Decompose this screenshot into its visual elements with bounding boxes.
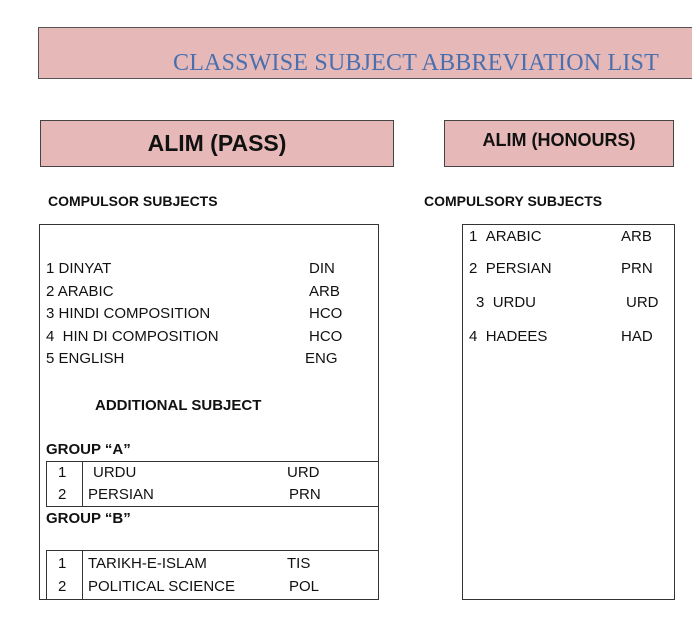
item-abbr: POL (289, 578, 320, 595)
alim-honours-heading: ALIM (HONOURS) (444, 120, 674, 167)
item-name: URDU (492, 294, 537, 311)
item-abbr: URD (626, 294, 659, 311)
item-abbr: TIS (287, 555, 311, 572)
item-number: 1 (58, 555, 67, 572)
item-number: 1 (58, 464, 67, 481)
alim-pass-heading: ALIM (PASS) (40, 120, 394, 167)
item-number: 3 (476, 294, 485, 311)
item-number: 2 (58, 486, 67, 503)
item-number: 2 (58, 578, 67, 595)
item-name: ARABIC (485, 228, 542, 245)
group-b-divider (82, 550, 83, 600)
item-abbr: HCO (309, 305, 343, 322)
item-name: POLITICAL SCIENCE (88, 578, 235, 595)
item-number: 4 (469, 328, 478, 345)
additional-subject-label: ADDITIONAL SUBJECT (95, 397, 262, 414)
item-abbr: URD (287, 464, 320, 481)
item-abbr: HAD (621, 328, 653, 345)
item-name: ENGLISH (58, 350, 125, 367)
item-abbr: DIN (309, 260, 335, 277)
item-number: 4 (46, 328, 55, 345)
item-abbr: ARB (621, 228, 652, 245)
group-a-label: GROUP “A” (46, 441, 131, 458)
item-name: TARIKH-E-ISLAM (88, 555, 207, 572)
item-name: HINDI COMPOSITION (58, 305, 211, 322)
item-name: URDU (93, 464, 137, 481)
item-abbr: PRN (621, 260, 653, 277)
item-abbr: PRN (289, 486, 321, 503)
group-a-divider (82, 461, 83, 507)
honours-subject-frame (462, 224, 675, 600)
page-title: CLASSWISE SUBJECT ABBREVIATION LIST (173, 50, 659, 76)
group-b-label: GROUP “B” (46, 510, 131, 527)
pass-compulsory-label: COMPULSOR SUBJECTS (48, 193, 218, 209)
item-name: HADEES (485, 328, 548, 345)
item-name: PERSIAN (88, 486, 154, 503)
item-name: DINYAT (58, 260, 112, 277)
item-number: 2 (46, 283, 55, 300)
item-name: HIN DI COMPOSITION (58, 328, 219, 345)
item-number: 3 (46, 305, 55, 322)
item-name: ARABIC (57, 283, 114, 300)
item-number: 5 (46, 350, 55, 367)
item-abbr: ARB (309, 283, 340, 300)
item-abbr: HCO (309, 328, 343, 345)
honours-compulsory-label: COMPULSORY SUBJECTS (424, 193, 603, 209)
item-number: 2 (469, 260, 478, 277)
item-name: PERSIAN (485, 260, 552, 277)
title-bar (38, 27, 692, 79)
item-number: 1 (46, 260, 55, 277)
item-number: 1 (469, 228, 478, 245)
item-abbr: ENG (305, 350, 338, 367)
